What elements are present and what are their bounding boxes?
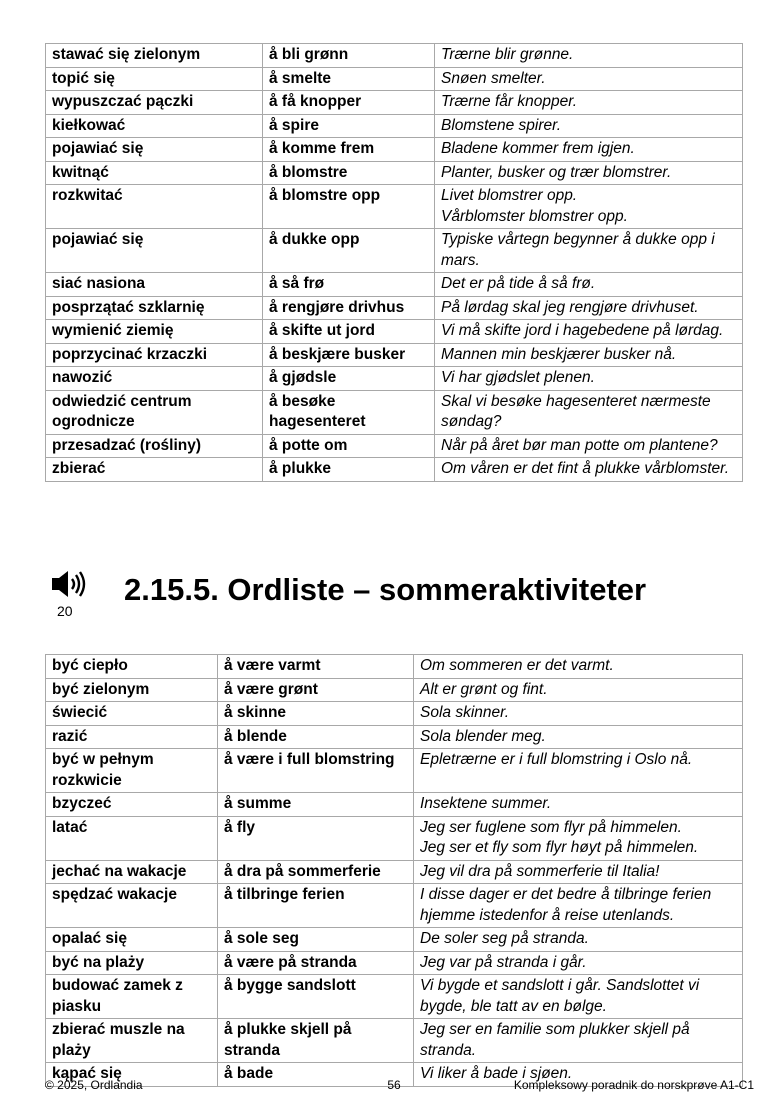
polish-term-text: zbierać (52, 460, 106, 477)
norwegian-term-text: å plukke skjell på stranda (224, 1021, 352, 1059)
table-row (46, 678, 743, 702)
norwegian-term-text: å få knopper (269, 93, 362, 110)
polish-term (46, 975, 218, 1019)
norwegian-term (263, 273, 435, 297)
example-sentence-text: Om sommeren er det varmt. (420, 657, 614, 674)
polish-term (46, 390, 263, 434)
norwegian-term (263, 434, 435, 458)
polish-term (46, 860, 218, 884)
example-sentence-text: Vi bygde et sandslott i går. Sandslottet vi bygde, ble tatt av en bølge. (420, 977, 700, 1015)
example-sentence (414, 793, 743, 817)
example-sentence (414, 951, 743, 975)
polish-term (46, 458, 263, 482)
polish-term-text: siać nasiona (52, 275, 146, 292)
polish-term-text: razić (52, 727, 88, 745)
example-sentence (435, 229, 743, 273)
table-row (46, 161, 743, 185)
norwegian-term-text: å spire (269, 116, 319, 134)
summer-vocabulary-table (45, 654, 743, 1087)
example-sentence (435, 114, 743, 138)
footer-copyright: © 2025, Ordlandia (45, 1078, 143, 1092)
example-sentence-text: Jeg ser et fly som flyr høyt på himmelen. (420, 839, 699, 856)
norwegian-term-text: å dukke opp (269, 231, 360, 248)
norwegian-term-text: å komme frem (269, 140, 375, 157)
table-row (46, 138, 743, 162)
polish-term (46, 725, 218, 749)
example-sentence-text: I disse dager er det bedre å tilbringe ferien hjemme istedenfor å reise utenlands. (420, 886, 712, 924)
example-sentence-text: Sola blender meg. (420, 727, 546, 745)
norwegian-term (263, 458, 435, 482)
polish-term-text: wymienić ziemię (52, 322, 174, 339)
table-row (46, 884, 743, 928)
norwegian-term (263, 390, 435, 434)
norwegian-term-text: å være grønt (224, 680, 318, 698)
polish-term-text: kiełkować (52, 116, 126, 134)
table-row (46, 91, 743, 115)
polish-term-text: pojawiać się (52, 231, 144, 248)
table-row (46, 44, 743, 68)
polish-term-text: wypuszczać pączki (52, 93, 194, 110)
norwegian-term (263, 296, 435, 320)
example-sentence (414, 678, 743, 702)
example-sentence (414, 816, 743, 860)
example-sentence (435, 138, 743, 162)
polish-term (46, 229, 263, 273)
polish-term-text: latać (52, 818, 88, 836)
norwegian-term-text: å potte om (269, 436, 348, 454)
polish-term (46, 273, 263, 297)
example-sentence-text: Snøen smelter. (441, 69, 546, 87)
table-row (46, 320, 743, 344)
norwegian-term (218, 1019, 414, 1063)
table-row (46, 860, 743, 884)
polish-term-text: stawać się zielonym (52, 46, 201, 63)
example-sentence (435, 44, 743, 68)
norwegian-term (218, 951, 414, 975)
norwegian-term (218, 928, 414, 952)
polish-term (46, 951, 218, 975)
polish-term (46, 138, 263, 162)
example-sentence (435, 296, 743, 320)
example-sentence (414, 884, 743, 928)
polish-term (46, 320, 263, 344)
polish-term (46, 793, 218, 817)
norwegian-term-text: å bli grønn (269, 46, 349, 63)
polish-term-text: kąpać się (52, 1065, 122, 1082)
norwegian-term (218, 702, 414, 726)
example-sentence (435, 185, 743, 229)
table-row (46, 1019, 743, 1063)
norwegian-term-text: å tilbringe ferien (224, 886, 345, 903)
example-sentence-text: Det er på tide å så frø. (441, 275, 596, 292)
norwegian-term-text: å gjødsle (269, 369, 337, 386)
polish-term-text: zbierać muszle na plaży (52, 1021, 185, 1059)
table-row (46, 655, 743, 679)
example-sentence-text: Jeg var på stranda i går. (420, 953, 587, 971)
polish-term (46, 185, 263, 229)
polish-term-text: rozkwitać (52, 187, 123, 204)
example-sentence-text: Epletrærne er i full blomstring i Oslo nå. (420, 751, 693, 768)
example-sentence-text: På lørdag skal jeg rengjøre drivhuset. (441, 298, 699, 316)
table-row (46, 928, 743, 952)
example-sentence-text: Vi må skifte jord i hagebedene på lørdag. (441, 322, 724, 339)
norwegian-term (263, 91, 435, 115)
table-row (46, 367, 743, 391)
polish-term (46, 1019, 218, 1063)
polish-term-text: być ciepło (52, 657, 128, 674)
polish-term (46, 296, 263, 320)
norwegian-term (218, 884, 414, 928)
example-sentence (414, 749, 743, 793)
example-sentence-text: Jeg ser en familie som plukker skjell på stranda. (420, 1021, 690, 1059)
example-sentence-text: Typiske vårtegn begynner å dukke opp i mars. (441, 231, 715, 269)
example-sentence (435, 434, 743, 458)
example-sentence-text: Vårblomster blomstrer opp. (441, 207, 628, 225)
table-row (46, 458, 743, 482)
table-row (46, 975, 743, 1019)
table-row (46, 725, 743, 749)
example-sentence (414, 725, 743, 749)
table-row (46, 185, 743, 229)
norwegian-term (263, 44, 435, 68)
polish-term (46, 44, 263, 68)
polish-term (46, 114, 263, 138)
norwegian-term (218, 655, 414, 679)
polish-term-text: spędzać wakacje (52, 886, 177, 903)
norwegian-term-text: å dra på sommerferie (224, 862, 381, 880)
example-sentence-text: Planter, busker og trær blomstrer. (441, 163, 672, 181)
norwegian-term-text: å rengjøre drivhus (269, 298, 405, 316)
example-sentence-text: Jeg ser fuglene som flyr på himmelen. (420, 818, 682, 836)
example-sentence (414, 702, 743, 726)
norwegian-term-text: å være varmt (224, 657, 321, 674)
example-sentence-text: Blomstene spirer. (441, 116, 562, 134)
norwegian-term (218, 860, 414, 884)
polish-term-text: być w pełnym rozkwicie (52, 751, 154, 789)
norwegian-term (263, 229, 435, 273)
example-sentence-text: Når på året bør man potte om plantene? (441, 436, 718, 454)
polish-term (46, 816, 218, 860)
polish-term (46, 367, 263, 391)
norwegian-term (263, 67, 435, 91)
example-sentence (435, 343, 743, 367)
table-row (46, 229, 743, 273)
polish-term-text: być zielonym (52, 680, 150, 698)
spring-vocabulary-table (45, 43, 743, 482)
norwegian-term-text: å bygge sandslott (224, 977, 356, 994)
example-sentence-text: Vi liker å bade i sjøen. (420, 1065, 573, 1082)
norwegian-term-text: å blomstre opp (269, 187, 381, 204)
example-sentence-text: Mannen min beskjærer busker nå. (441, 345, 677, 363)
norwegian-term-text: å fly (224, 818, 256, 836)
table-row (46, 273, 743, 297)
example-sentence-text: Livet blomstrer opp. (441, 187, 578, 204)
example-sentence (414, 860, 743, 884)
polish-term-text: nawozić (52, 369, 113, 386)
example-sentence (414, 655, 743, 679)
polish-term-text: być na plaży (52, 953, 145, 971)
norwegian-term-text: å summe (224, 795, 292, 812)
polish-term-text: opalać się (52, 930, 127, 947)
example-sentence-text: Alt er grønt og fint. (420, 680, 548, 698)
norwegian-term (263, 343, 435, 367)
table-row (46, 114, 743, 138)
example-sentence (414, 928, 743, 952)
polish-term-text: posprzątać szklarnię (52, 298, 205, 316)
table-row (46, 434, 743, 458)
section-heading: 2.15.5. Ordliste – sommeraktiviteter (124, 572, 647, 607)
norwegian-term-text: å være i full blomstring (224, 751, 395, 768)
example-sentence-text: De soler seg på stranda. (420, 930, 589, 947)
example-sentence-text: Vi har gjødslet plenen. (441, 369, 595, 386)
example-sentence-text: Trærne får knopper. (441, 93, 578, 110)
table-row (46, 296, 743, 320)
norwegian-term-text: å plukke (269, 460, 332, 477)
table-row (46, 390, 743, 434)
footer-book-title: Kompleksowy poradnik do norskprøve A1-C1 (513, 1078, 754, 1092)
polish-term (46, 749, 218, 793)
polish-term (46, 884, 218, 928)
norwegian-term (218, 749, 414, 793)
norwegian-term (218, 793, 414, 817)
table-row (46, 702, 743, 726)
example-sentence-text: Skal vi besøke hagesenteret nærmeste søndag? (441, 392, 711, 430)
example-sentence (435, 67, 743, 91)
polish-term-text: kwitnąć (52, 163, 109, 181)
example-sentence-text: Insektene summer. (420, 795, 552, 812)
norwegian-term-text: å være på stranda (224, 953, 357, 971)
polish-term-text: przesadzać (rośliny) (52, 436, 202, 454)
example-sentence (414, 975, 743, 1019)
table-row (46, 749, 743, 793)
example-sentence (435, 91, 743, 115)
polish-term (46, 702, 218, 726)
norwegian-term (218, 975, 414, 1019)
polish-term (46, 67, 263, 91)
norwegian-term-text: å bade (224, 1065, 274, 1082)
polish-term-text: topić się (52, 69, 115, 87)
norwegian-term-text: å skinne (224, 704, 287, 721)
example-sentence (435, 367, 743, 391)
example-sentence (414, 1019, 743, 1063)
example-sentence (435, 390, 743, 434)
example-sentence-text: Om våren er det fint å plukke vårblomster. (441, 460, 730, 477)
polish-term (46, 434, 263, 458)
polish-term-text: pojawiać się (52, 140, 144, 157)
audio-track-number: 20 (57, 603, 73, 619)
norwegian-term (218, 816, 414, 860)
example-sentence-text: Bladene kommer frem igjen. (441, 140, 635, 157)
polish-term-text: budować zamek z piasku (52, 977, 183, 1015)
norwegian-term (218, 678, 414, 702)
norwegian-term (263, 367, 435, 391)
norwegian-term-text: å smelte (269, 69, 332, 87)
polish-term (46, 655, 218, 679)
example-sentence (435, 273, 743, 297)
norwegian-term-text: å sole seg (224, 930, 299, 947)
norwegian-term-text: å beskjære busker (269, 345, 406, 363)
norwegian-term (263, 138, 435, 162)
polish-term-text: bzyczeć (52, 795, 112, 812)
table-row (46, 67, 743, 91)
table-row (46, 793, 743, 817)
footer-page-number: 56 (387, 1078, 401, 1092)
polish-term (46, 161, 263, 185)
norwegian-term-text: å besøke hagesenteret (269, 392, 366, 430)
speaker-icon[interactable] (50, 569, 90, 599)
polish-term (46, 678, 218, 702)
table-row (46, 951, 743, 975)
polish-term-text: jechać na wakacje (52, 862, 187, 880)
norwegian-term (263, 161, 435, 185)
table-row (46, 816, 743, 860)
norwegian-term (263, 185, 435, 229)
polish-term-text: świecić (52, 704, 108, 721)
norwegian-term (263, 320, 435, 344)
example-sentence-text: Jeg vil dra på sommerferie til Italia! (420, 862, 660, 880)
example-sentence-text: Trærne blir grønne. (441, 46, 574, 63)
polish-term-text: poprzycinać krzaczki (52, 345, 208, 363)
polish-term-text: odwiedzić centrum ogrodnicze (52, 392, 192, 430)
norwegian-term-text: å blende (224, 727, 287, 745)
norwegian-term-text: å så frø (269, 275, 325, 292)
table-row (46, 343, 743, 367)
example-sentence (435, 161, 743, 185)
norwegian-term-text: å skifte ut jord (269, 322, 375, 339)
polish-term (46, 91, 263, 115)
polish-term (46, 928, 218, 952)
norwegian-term (218, 725, 414, 749)
polish-term (46, 343, 263, 367)
norwegian-term (263, 114, 435, 138)
norwegian-term-text: å blomstre (269, 163, 348, 181)
example-sentence (435, 320, 743, 344)
example-sentence (435, 458, 743, 482)
example-sentence-text: Sola skinner. (420, 704, 510, 721)
